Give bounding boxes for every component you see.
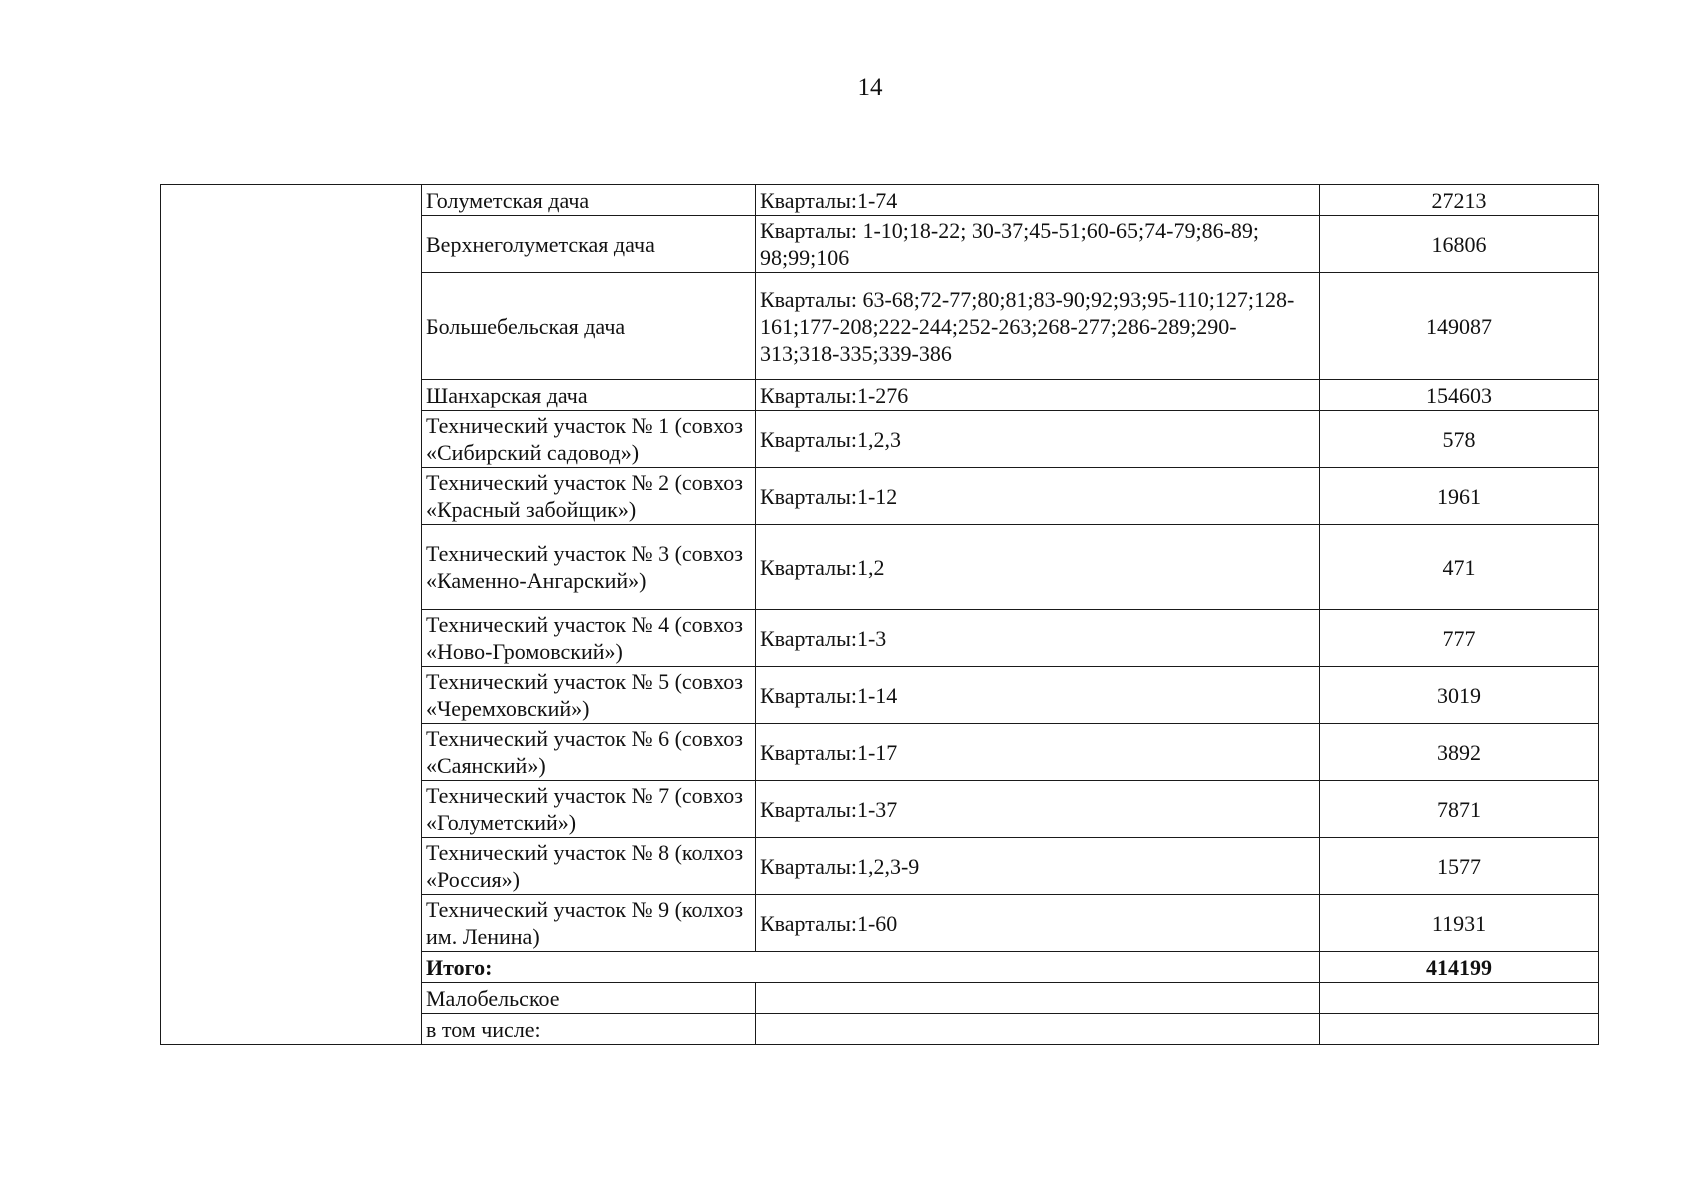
quarters-cell: Кварталы:1-14 [756,667,1320,724]
quarters-cell [756,983,1320,1014]
area-cell: 1961 [1320,468,1599,525]
plot-name-cell: Технический участок № 3 (совхоз «Каменно-Ангарский») [422,525,756,610]
plot-name-cell: Верхнеголуметская дача [422,216,756,273]
including-label-cell: в том числе: [422,1014,756,1045]
area-cell: 154603 [1320,380,1599,411]
quarters-cell: Кварталы: 63-68;72-77;80;81;83-90;92;93;95-110;127;128-161;177-208;222-244;252-263;268-277;286-289;290-313;318-335;339-386 [756,273,1320,380]
area-cell: 777 [1320,610,1599,667]
quarters-cell: Кварталы:1,2 [756,525,1320,610]
quarters-cell: Кварталы:1-276 [756,380,1320,411]
plot-name-cell: Технический участок № 1 (совхоз «Сибирский садовод») [422,411,756,468]
quarters-cell: Кварталы:1-60 [756,895,1320,952]
plot-name-cell: Технический участок № 7 (совхоз «Голуметский») [422,781,756,838]
quarters-cell [756,1014,1320,1045]
quarters-cell: Кварталы: 1-10;18-22; 30-37;45-51;60-65;74-79;86-89; 98;99;106 [756,216,1320,273]
area-cell [1320,983,1599,1014]
plot-name-cell: Голуметская дача [422,185,756,216]
blank-first-column-cell [161,185,422,1045]
quarters-cell: Кварталы:1,2,3-9 [756,838,1320,895]
area-cell: 11931 [1320,895,1599,952]
quarters-cell: Кварталы:1-3 [756,610,1320,667]
quarters-cell: Кварталы:1-37 [756,781,1320,838]
area-cell: 16806 [1320,216,1599,273]
plot-name-cell: Большебельская дача [422,273,756,380]
total-area: 414199 [1320,952,1599,983]
quarters-cell: Кварталы:1,2,3 [756,411,1320,468]
area-cell: 471 [1320,525,1599,610]
plot-name-cell: Технический участок № 5 (совхоз «Черемховский») [422,667,756,724]
area-cell: 3892 [1320,724,1599,781]
plot-name-cell: Технический участок № 2 (совхоз «Красный забойщик») [422,468,756,525]
total-label: Итого: [422,952,1320,983]
area-cell: 27213 [1320,185,1599,216]
area-cell: 3019 [1320,667,1599,724]
plot-name-cell: Технический участок № 4 (совхоз «Ново-Громовский») [422,610,756,667]
area-cell: 1577 [1320,838,1599,895]
area-cell: 7871 [1320,781,1599,838]
quarters-cell: Кварталы:1-12 [756,468,1320,525]
plot-name-cell: Технический участок № 8 (колхоз «Россия») [422,838,756,895]
table-row [161,185,1599,216]
quarters-cell: Кварталы:1-17 [756,724,1320,781]
plot-name-cell: Шанхарская дача [422,380,756,411]
district-name-cell: Малобельское [422,983,756,1014]
plot-name-cell: Технический участок № 6 (совхоз «Саянский») [422,724,756,781]
quarters-cell: Кварталы:1-74 [756,185,1320,216]
forestry-table [160,184,1599,1045]
area-cell: 149087 [1320,273,1599,380]
area-cell [1320,1014,1599,1045]
plot-name-cell: Технический участок № 9 (колхоз им. Ленина) [422,895,756,952]
area-cell: 578 [1320,411,1599,468]
page-number: 14 [857,74,883,101]
